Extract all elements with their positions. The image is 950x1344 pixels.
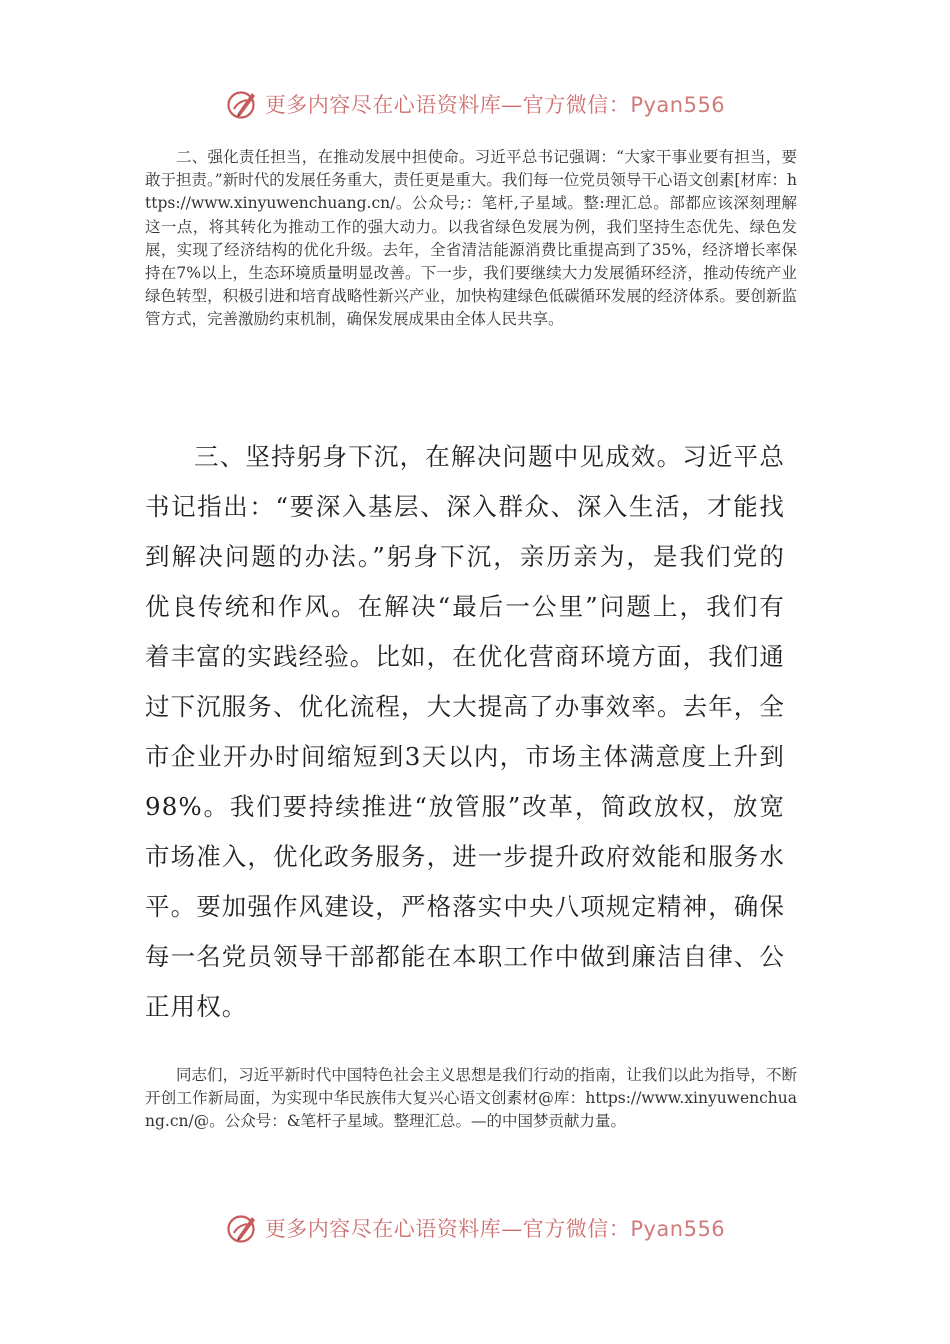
paragraph-section-two: 二、强化责任担当，在推动发展中担使命。习近平总书记强调：“大家干事业要有担当，要敢于担责。”新时代的发展任务重大，责任更是重大。我们每一位党员领导干心语文创素[材库：https://www.xinyuwenchuang.cn/。公众号;：笔杆,子星域。整:理汇总。部都应该深刻理解这一点，将其转化为推动工作的强大动力。以我省绿色发展为例，我们坚持生态优先、绿色发展，实现了经济结构的优化升级。去年，全省清洁能源消费比重提高到了35%，经济增长率保持在7%以上，生态环境质量明显改善。下一步，我们要继续大力发展循环经济，推动传统产业绿色转型，积极引进和培育战略性新兴产业，加快构建绿色低碳循环发展的经济体系。要创新监管方式，完善激励约束机制，确保发展成果由全体人民共享。 [145, 148, 797, 329]
footer-banner [0, 1206, 950, 1250]
paragraph-closing: 同志们，习近平新时代中国特色社会主义思想是我们行动的指南，让我们以此为指导，不断开创工作新局面，为实现中华民族伟大复兴心语文创素材@库：https://www.xinyuwenchuang.cn/@。公众号：&笔杆子星域。整理汇总。—的中国梦贡献力量。 [145, 1066, 797, 1131]
pen-seal-icon [225, 1211, 259, 1245]
pen-seal-icon [225, 87, 259, 121]
paragraph-section-three: 三、坚持躬身下沉，在解决问题中见成效。习近平总书记指出：“要深入基层、深入群众、深入生活，才能找到解决问题的办法。”躬身下沉，亲历亲为，是我们党的优良传统和作风。在解决“最后一公里”问题上，我们有着丰富的实践经验。比如，在优化营商环境方面，我们通过下沉服务、优化流程，大大提高了办事效率。去年，全市企业开办时间缩短到3天以内，市场主体满意度上升到98%。我们要持续推进“放管服”改革，简政放权，放宽市场准入，优化政务服务，进一步提升政府效能和服务水平。要加强作风建设，严格落实中央八项规定精神，确保每一名党员领导干部都能在本职工作中做到廉洁自律、公正用权。 [145, 442, 785, 1021]
header-banner [0, 82, 950, 126]
banner-text: 更多内容尽在心语资料库—官方微信：Pyan556 [264, 93, 726, 117]
banner-text: 更多内容尽在心语资料库—官方微信：Pyan556 [264, 1217, 726, 1241]
